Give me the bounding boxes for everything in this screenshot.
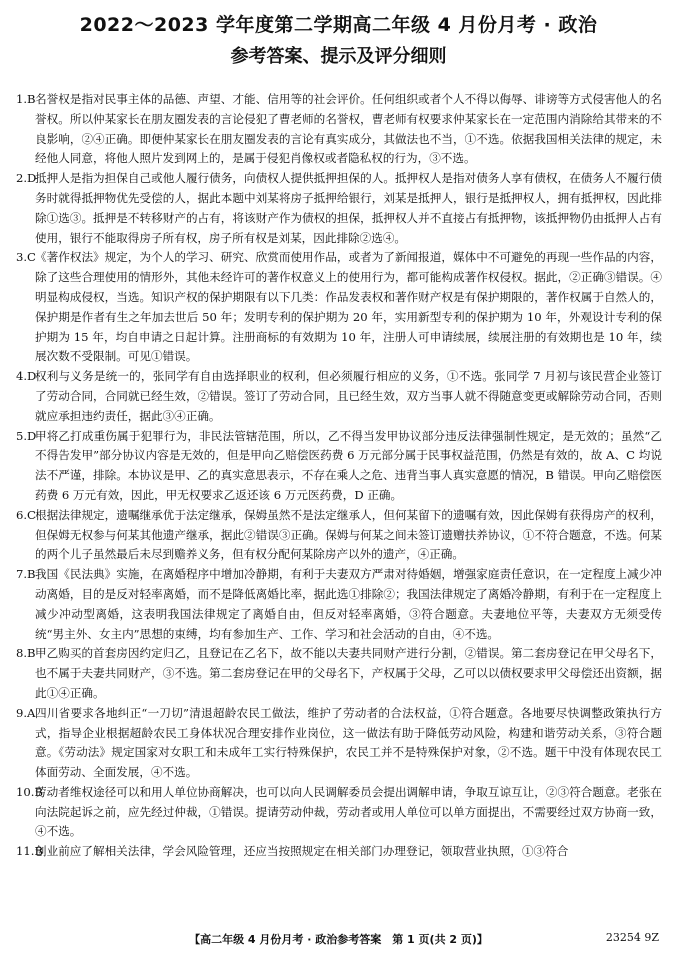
answer-number: 11.B <box>16 844 43 859</box>
answer-item-9 <box>16 704 662 783</box>
answer-item-8 <box>16 644 662 703</box>
page-subtitle: 参考答案、提示及评分细则 <box>230 46 447 67</box>
answer-text: 劳动者维权途径可以和用人单位协商解决，也可以向人民调解委员会提出调解申请，争取互谅互让，②③符合题意。老张在向法院起诉之前，应先经过仲裁，①错误。提请劳动仲裁，劳动者或用人单位可以单方面提出，不需要经过双方协商一致，④不选。 <box>35 784 662 839</box>
answer-text: 我国《民法典》实施，在离婚程序中增加冷静期，有利于夫妻双方严肃对待婚姻，增强家庭责任意识，在一定程度上减少冲动离婚，目的是反对轻率离婚，而不是降低离婚比率，据此选①排除②；我国法律规定了离婚冷静期，有利于在一定程度上减少冲动型离婚，这表明我国法律规定了离婚自由，但反对轻率离婚，③符合题意。夫妻地位平等，夫妻双方无须受传统“男主外、女主内”思想的束缚，均有参加生产、工作、学习和社会活动的自由，④不选。 <box>35 567 662 641</box>
answer-text: 抵押人是指为担保自己或他人履行债务，向债权人提供抵押担保的人。抵押权人是指对债务人享有债权，在债务人不履行债务时就得抵押物优先受偿的人，据此本题中刘某将房子抵押给银行，刘某是抵押人，银行是抵押权人，拥有抵押权，因此排除①选③。抵押是不转移财产的占有，将该财产作为债权的担保，抵押权人并不直接占有抵押物，该抵押物仍由抵押人占有使用，银行不能取得房子所有权，房子所有权是刘某，因此排除②选④。 <box>35 171 662 245</box>
answer-item-6 <box>16 506 662 565</box>
answer-item-2 <box>16 169 662 248</box>
answer-text: 《著作权法》规定，为个人的学习、研究、欣赏而使用作品，或者为了新闻报道，媒体中不可避免的再现一些作品的内容，除了这些合理使用的情形外，其他未经许可的著作权意义上的使用行为，都可能构成著作权侵权。据此，②正确③错误。④明显构成侵权，当选。知识产权的保护期限有以下几类：作品发表权和著作财产权是有保护期限的，著作权属于自然人的，保护期是作者有生之年加去世后 50 年；发明专利的保护期为 20 年，实用新型专利的保护期为 10 年，外观设计专利的保护期为 15 年，均自申请之日起计算。注册商标的有效期为 10 年，注册人可申请续展，续展注册的有效期也是 10 年，续展次数不受限制。可见①错误。 <box>35 250 662 364</box>
answer-number: 2.D <box>16 171 37 186</box>
answer-number: 9.A <box>16 705 36 720</box>
answer-item-10 <box>16 783 662 842</box>
answer-text: 权利与义务是统一的，张同学有自由选择职业的权利，但必须履行相应的义务，①不选。张同学 7 月初与该民营企业签订了劳动合同，合同就已经生效，②错误。签订了劳动合同，且已经生效，双方当事人就不得随意变更或解除劳动合同，否则就应承担违约责任，据此③④正确。 <box>35 369 662 423</box>
answer-list <box>16 90 662 862</box>
footer-page-info: 【高二年级 4 月份月考 · 政治参考答案 第 1 页(共 2 页)】 <box>189 933 488 946</box>
answer-number: 6.C <box>16 507 36 522</box>
answer-number: 7.B <box>16 567 36 582</box>
answer-number: 5.D <box>16 428 37 443</box>
answer-number: 3.C <box>16 250 36 265</box>
answer-item-4 <box>16 367 662 426</box>
footer-code: 23254 9Z <box>605 931 659 944</box>
answer-item-5 <box>16 427 662 506</box>
page-title: 2022～2023 学年度第二学期高二年级 4 月份月考 · 政治 <box>79 14 598 36</box>
answer-text: 根据法律规定，遗嘱继承优于法定继承，保姆虽然不是法定继承人，但何某留下的遗嘱有效，因此保姆有获得房产的权利，但保姆无权参与何某其他遗产继承，据此②错误③正确。保姆与何某之间未签订遗赠扶养协议，①不符合题意，不选。何某的两个儿子虽然最后未尽到赡养义务，但有权分配何某除房产以外的遗产，④正确。 <box>35 507 662 562</box>
answer-item-1 <box>16 90 662 169</box>
answer-item-7 <box>16 565 662 644</box>
answer-text: 甲将乙打成重伤属于犯罪行为，非民法管辖范围，所以，乙不得当发甲协议部分违反法律强制性规定，是无效的；虽然“乙不得告发甲”部分协议内容是无效的，但是甲向乙赔偿医药费 6 万元部分属于民事权益范围，仍然是有效的，故 A、C 均说法不严谨，排除。本协议是甲、乙的真实意思表示，不存在乘人之危、违背当事人真实意愿的情况，B 错误。甲向乙赔偿医药费 6 万元有效，因此，甲无权要求乙返还该 6 万元医药费，D 正确。 <box>35 428 662 502</box>
answer-text: 创业前应了解相关法律，学会风险管理，还应当按照规定在相关部门办理登记，领取营业执照，①③符合 <box>35 844 569 859</box>
answer-text: 名誉权是指对民事主体的品德、声望、才能、信用等的社会评价。任何组织或者个人不得以侮辱、诽谤等方式侵害他人的名誉权。所以仲某家长在朋友圈发表的言论侵犯了曹老师的名誉权，曹老师有权要求仲某家长在一定范围内消除给其带来的不良影响，②④正确。即便仲某家长在朋友圈发表的言论有真实成分，其做法也不当，①不选。依据我国相关法律的规定，未经他人同意，将他人照片发到网上的，是属于侵犯肖像权或者隐私权的行为，③不选。 <box>35 92 662 166</box>
answer-number: 1.B <box>16 92 36 106</box>
answer-item-3 <box>16 248 662 367</box>
answer-item-11 <box>16 842 662 862</box>
answer-number: 8.B <box>16 646 36 661</box>
answer-text: 甲乙购买的首套房因约定归乙，且登记在乙名下，故不能以夫妻共同财产进行分割，②错误。第二套房登记在甲父母名下，也不属于夫妻共同财产，③不选。第二套房登记在甲的父母名下，产权属于父母，乙可以以债权要求甲父母偿还出资额，据此①④正确。 <box>35 646 662 700</box>
answer-number: 4.D <box>16 369 37 384</box>
answer-text: 四川省要求各地纠正“一刀切”清退超龄农民工做法，维护了劳动者的合法权益，①符合题意。各地要尽快调整政策执行方式，指导企业根据超龄农民工身体状况合理安排作业岗位，这一做法有助于降低劳动风险，构建和谐劳动关系，③符合题意。《劳动法》规定国家对女职工和未成年工实行特殊保护，农民工并不是特殊保护对象，②不选。题干中没有体现农民工体面劳动、全面发展，④不选。 <box>35 705 662 780</box>
answer-number: 10.B <box>16 784 43 799</box>
